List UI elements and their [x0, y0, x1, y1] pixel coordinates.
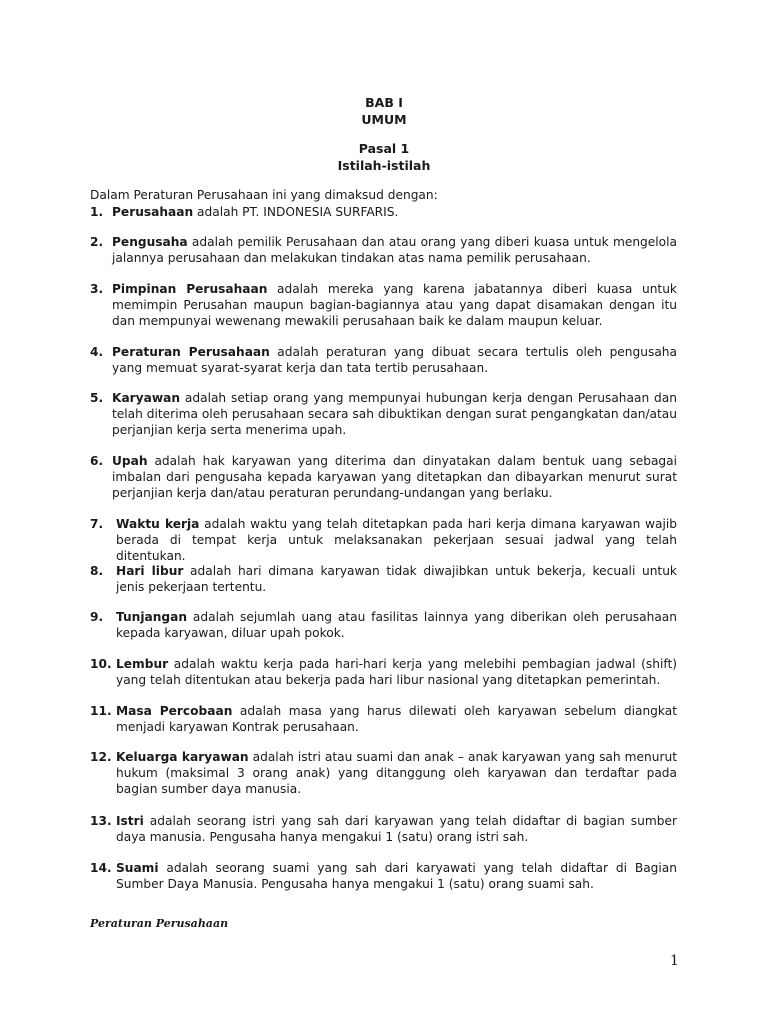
chapter-number: BAB I [365, 95, 403, 110]
item-text: adalah pemilik Perusahaan dan atau orang yang diberi kuasa untuk mengelola jalannya perusahaan dan melakukan tindakan atas nama pemilik perusahaan. [112, 235, 677, 265]
definition-item [90, 204, 677, 220]
item-term: Tunjangan [116, 610, 188, 624]
item-term: Pimpinan Perusahaan [112, 282, 268, 296]
item-text: adalah seorang istri yang sah dari karyawan yang telah didaftar di bagian sumber daya manusia. Pengusaha hanya mengakui 1 (satu) orang istri sah. [116, 814, 677, 844]
chapter-heading [0, 94, 768, 128]
item-term: Karyawan [112, 391, 181, 405]
item-number: 6. [90, 454, 104, 468]
item-term: Istri [116, 814, 144, 828]
item-number: 12. [90, 750, 112, 764]
item-term: Pengusaha [112, 235, 188, 249]
item-text: adalah hak karyawan yang diterima dan dinyatakan dalam bentuk uang sebagai imbalan dari pengusaha kepada karyawan yang ditetapkan dan dibayarkan menurut surat perjanjian kerja dan/atau peraturan perundang-undangan yang berlaku. [112, 454, 677, 500]
item-number: 4. [90, 345, 104, 359]
item-number: 9. [90, 610, 104, 624]
item-term: Suami [116, 861, 159, 875]
item-number: 2. [90, 235, 104, 249]
definition-item [90, 453, 677, 501]
item-text: adalah peraturan yang dibuat secara tertulis oleh pengusaha yang memuat syarat-syarat kerja dan tata tertib perusahaan. [112, 345, 677, 375]
definition-item [90, 281, 677, 329]
definition-item [90, 860, 677, 892]
item-number: 1. [90, 205, 104, 219]
item-text: adalah seorang suami yang sah dari karyawati yang telah didaftar di Bagian Sumber Daya Manusia. Pengusaha hanya mengakui 1 (satu) orang suami sah. [116, 861, 677, 891]
item-number: 5. [90, 391, 104, 405]
page-number: 1 [670, 953, 679, 969]
intro-text: Dalam Peraturan Perusahaan ini yang dimaksud dengan: [90, 188, 438, 202]
item-text: adalah mereka yang karena jabatannya diberi kuasa untuk memimpin Perusahan maupun bagian-bagiannya atau yang dapat disamakan dengan itu dan mempunyai wewenang mewakili perusahaan baik ke dalam maupun keluar. [112, 282, 677, 328]
item-term: Perusahaan [112, 205, 194, 219]
item-number: 3. [90, 282, 104, 296]
item-number: 13. [90, 814, 112, 828]
item-text: adalah PT. INDONESIA SURFARIS. [193, 205, 399, 219]
definition-item [90, 516, 677, 564]
definition-item [90, 234, 677, 266]
article-number: Pasal 1 [358, 141, 410, 156]
chapter-title: UMUM [361, 112, 407, 127]
definition-item [90, 656, 677, 688]
item-text: adalah masa yang harus dilewati oleh karyawan sebelum diangkat menjadi karyawan Kontrak perusahaan. [116, 704, 677, 734]
item-term: Peraturan Perusahaan [112, 345, 270, 359]
item-text: adalah setiap orang yang mempunyai hubungan kerja dengan Perusahaan dan telah diterima oleh perusahaan secara sah dibuktikan dengan surat pengangkatan dan/atau perjanjian kerja serta menerima upah. [112, 391, 677, 437]
item-number: 10. [90, 657, 112, 671]
item-term: Lembur [116, 657, 169, 671]
definition-item [90, 703, 677, 735]
item-term: Masa Percobaan [116, 704, 233, 718]
item-text: adalah istri atau suami dan anak – anak karyawan yang sah menurut hukum (maksimal 3 orang anak) yang ditanggung oleh karyawan dan terdaftar pada bagian sumber daya manusia. [116, 750, 677, 796]
item-text: adalah waktu kerja pada hari-hari kerja yang melebihi pembagian jadwal (shift) yang telah ditentukan atau bekerja pada hari libur nasional yang ditetapkan pemerintah. [116, 657, 677, 687]
item-number: 7. [90, 517, 104, 531]
page-footer: Peraturan Perusahaan [90, 917, 229, 930]
item-text: adalah sejumlah uang atau fasilitas lainnya yang diberikan oleh perusahaan kepada karyawan, diluar upah pokok. [116, 610, 677, 640]
item-term: Hari libur [116, 564, 184, 578]
item-number: 11. [90, 704, 112, 718]
definition-item [90, 609, 677, 641]
article-title: Istilah-istilah [337, 158, 431, 173]
definition-item [90, 749, 677, 797]
item-number: 14. [90, 861, 112, 875]
item-number: 8. [90, 564, 104, 578]
item-term: Upah [112, 454, 148, 468]
item-text: adalah waktu yang telah ditetapkan pada hari kerja dimana karyawan wajib berada di tempat kerja untuk melaksanakan pekerjaan sesuai jadwal yang telah ditentukan. [116, 517, 678, 563]
definition-item [90, 344, 677, 376]
item-term: Waktu kerja [116, 517, 200, 531]
definition-item [90, 390, 677, 438]
article-heading [0, 140, 768, 174]
item-text: adalah hari dimana karyawan tidak diwajibkan untuk bekerja, kecuali untuk jenis pekerjaan tertentu. [116, 564, 677, 594]
item-term: Keluarga karyawan [116, 750, 249, 764]
definition-item [90, 813, 677, 845]
definition-item [90, 563, 677, 595]
